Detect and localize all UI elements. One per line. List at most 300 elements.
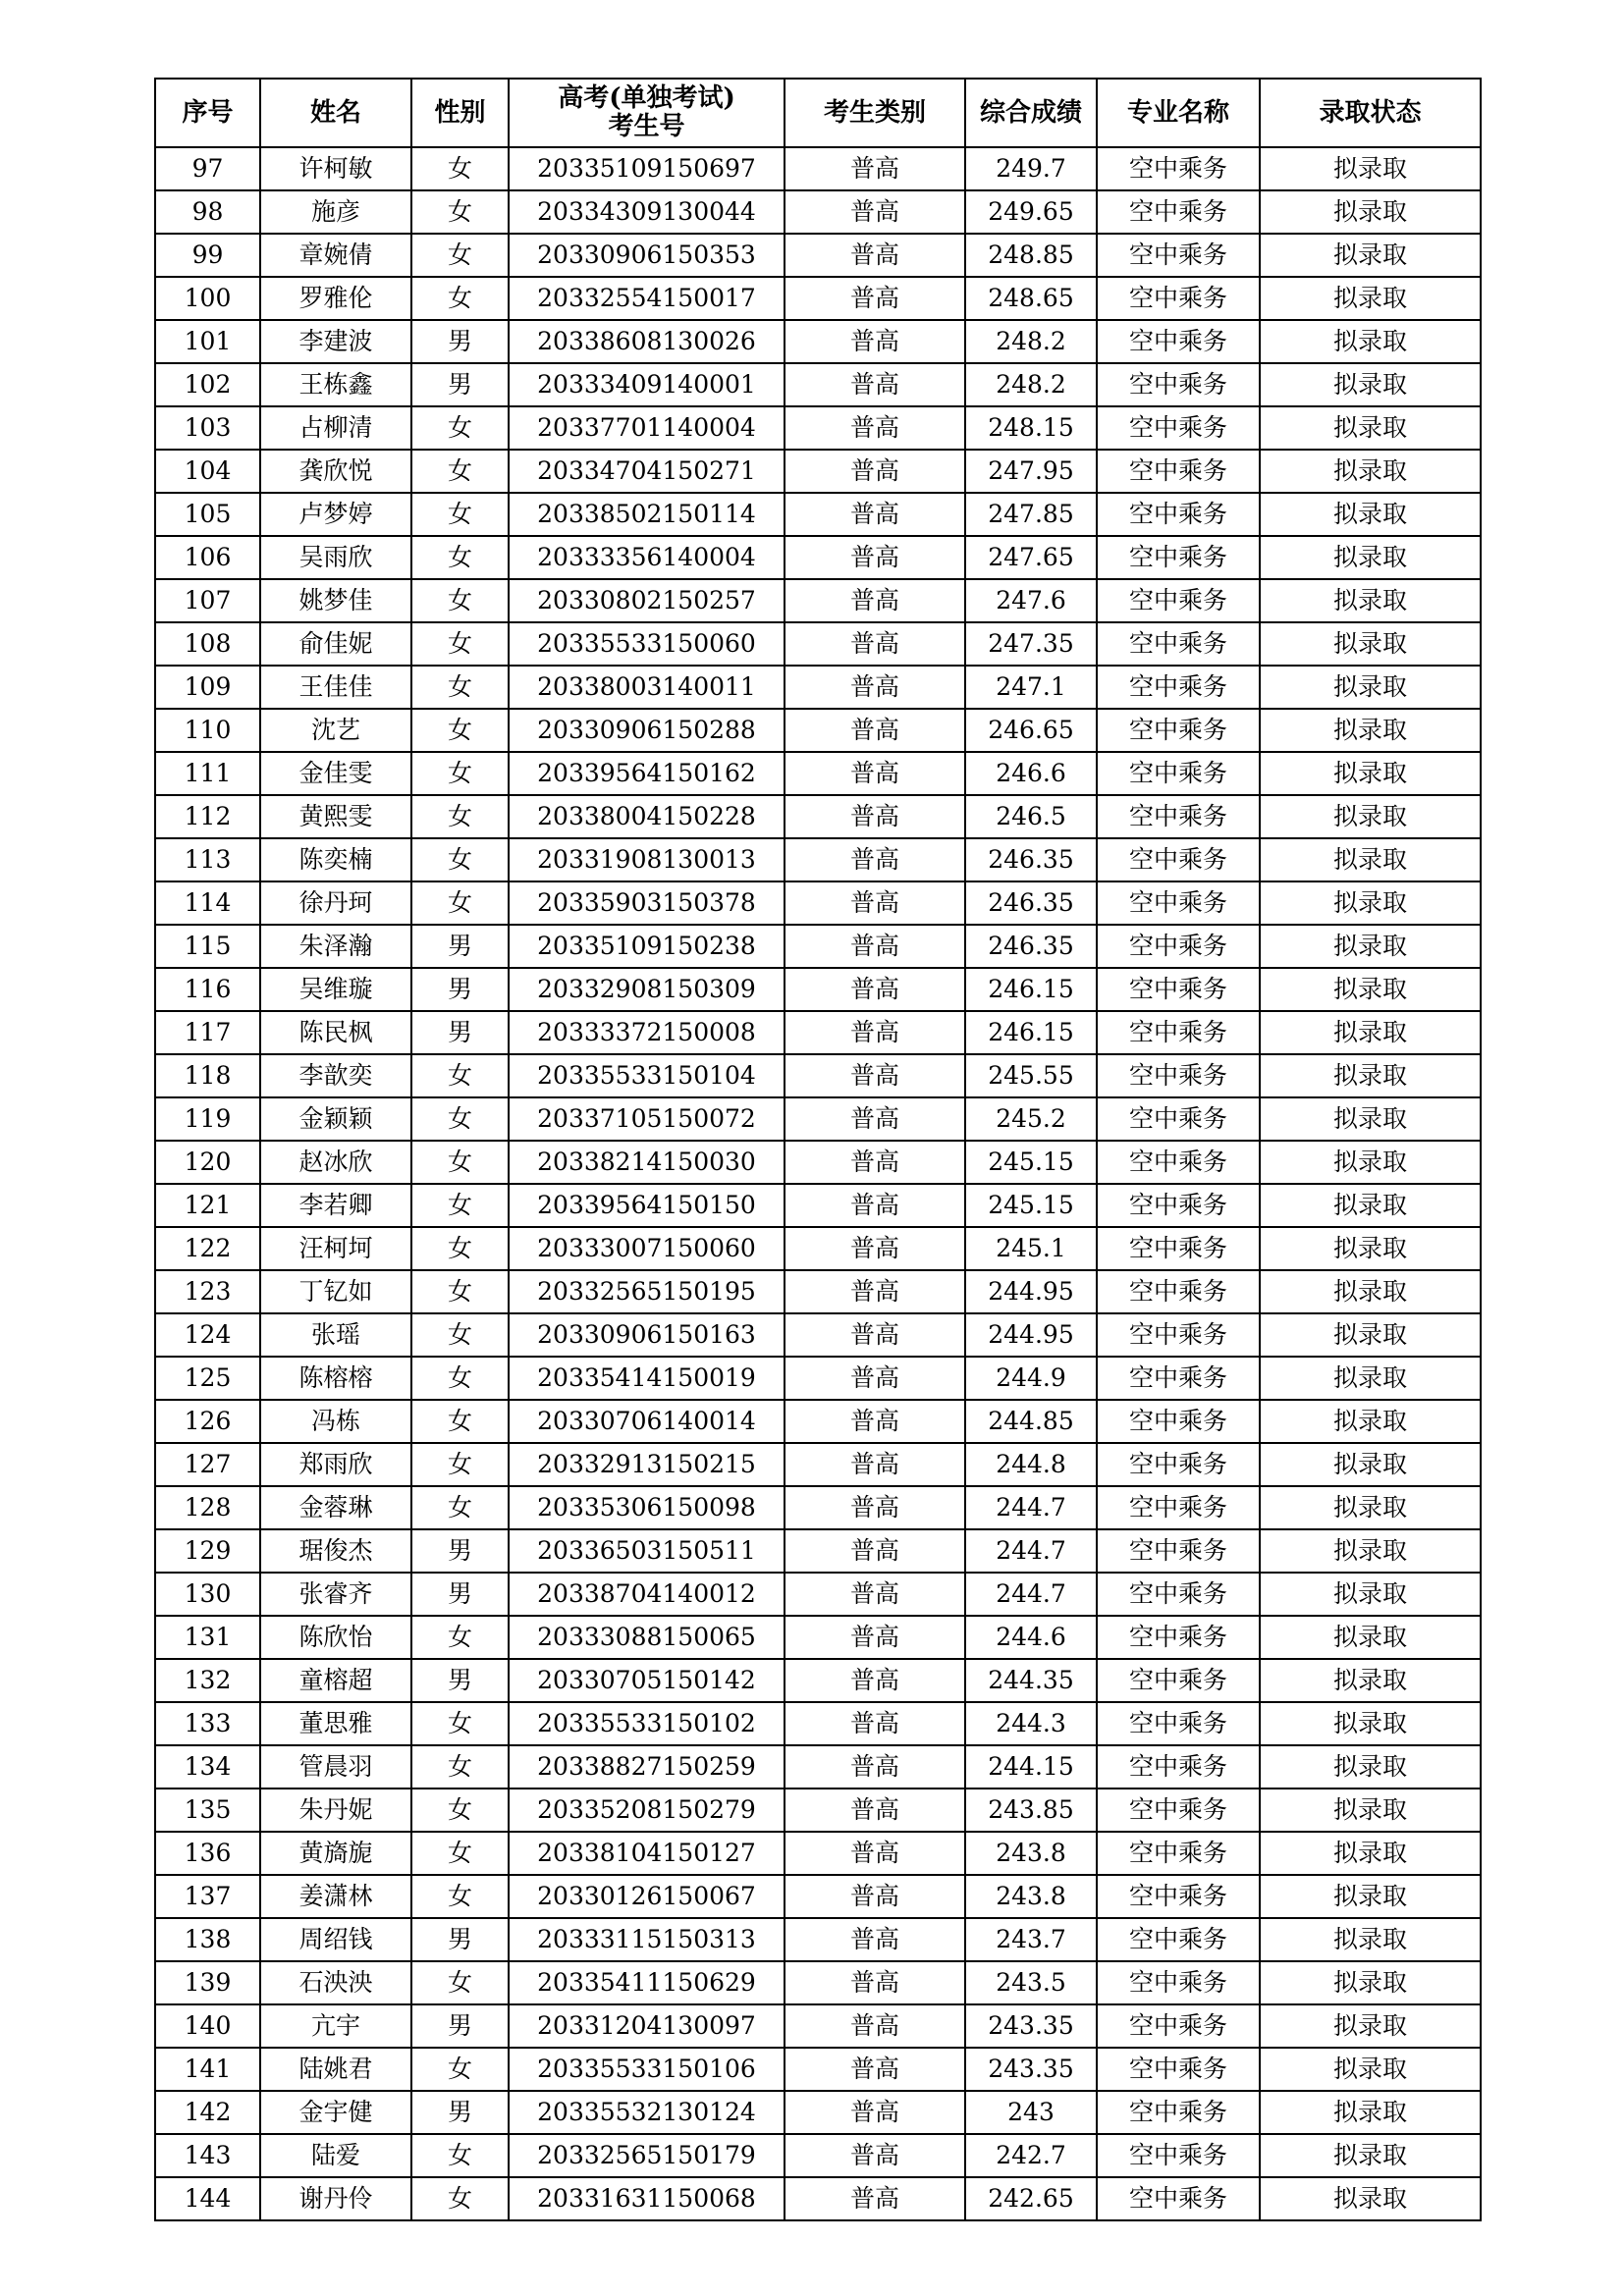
cell-seq: 115 [155,925,260,968]
cell-score: 243.35 [965,2048,1097,2091]
cell-name: 陆姚君 [260,2048,411,2091]
cell-name: 李若卿 [260,1184,411,1227]
cell-name: 石泱泱 [260,1961,411,2004]
header-row [155,79,1481,147]
cell-gender: 女 [411,277,509,320]
cell-name: 许柯敏 [260,147,411,190]
cell-name: 金颖颖 [260,1097,411,1141]
cell-gender: 女 [411,147,509,190]
cell-score: 242.65 [965,2177,1097,2220]
cell-major: 空中乘务 [1097,2091,1260,2134]
cell-name: 丁钇如 [260,1270,411,1313]
cell-major: 空中乘务 [1097,1616,1260,1659]
cell-gender: 女 [411,1616,509,1659]
cell-category: 普高 [785,2091,965,2134]
cell-major: 空中乘务 [1097,234,1260,277]
cell-score: 244.15 [965,1745,1097,1789]
cell-seq: 112 [155,795,260,838]
cell-name: 金蓉琳 [260,1486,411,1529]
cell-gender: 女 [411,450,509,493]
cell-major: 空中乘务 [1097,320,1260,363]
cell-gender: 男 [411,968,509,1011]
cell-name: 章婉倩 [260,234,411,277]
cell-category: 普高 [785,1745,965,1789]
table-row [155,536,1481,579]
cell-exam-id: 20338827150259 [509,1745,785,1789]
cell-name: 赵冰欣 [260,1141,411,1184]
cell-name: 冯栋 [260,1400,411,1443]
cell-status: 拟录取 [1260,406,1481,450]
table-row [155,925,1481,968]
cell-major: 空中乘务 [1097,1011,1260,1054]
cell-exam-id: 20330705150142 [509,1659,785,1702]
cell-status: 拟录取 [1260,363,1481,406]
cell-exam-id: 20330706140014 [509,1400,785,1443]
cell-score: 243 [965,2091,1097,2134]
cell-exam-id: 20335903150378 [509,881,785,925]
cell-status: 拟录取 [1260,2048,1481,2091]
cell-name: 董思雅 [260,1702,411,1745]
cell-major: 空中乘务 [1097,2177,1260,2220]
table-row [155,2004,1481,2048]
cell-seq: 116 [155,968,260,1011]
cell-seq: 105 [155,493,260,536]
cell-gender: 女 [411,1097,509,1141]
cell-name: 琚俊杰 [260,1529,411,1573]
table-row [155,2177,1481,2220]
cell-name: 陈民枫 [260,1011,411,1054]
cell-category: 普高 [785,1141,965,1184]
cell-exam-id: 20330906150353 [509,234,785,277]
cell-status: 拟录取 [1260,1616,1481,1659]
cell-score: 244.85 [965,1400,1097,1443]
cell-exam-id: 20332554150017 [509,277,785,320]
cell-score: 248.15 [965,406,1097,450]
cell-seq: 101 [155,320,260,363]
cell-name: 俞佳妮 [260,622,411,666]
cell-seq: 126 [155,1400,260,1443]
cell-major: 空中乘务 [1097,450,1260,493]
cell-category: 普高 [785,666,965,709]
cell-status: 拟录取 [1260,190,1481,234]
cell-seq: 119 [155,1097,260,1141]
cell-seq: 142 [155,2091,260,2134]
cell-exam-id: 20336503150511 [509,1529,785,1573]
cell-gender: 女 [411,1184,509,1227]
cell-major: 空中乘务 [1097,1918,1260,1961]
cell-name: 陈奕楠 [260,838,411,881]
cell-seq: 139 [155,1961,260,2004]
table-row [155,277,1481,320]
cell-category: 普高 [785,1961,965,2004]
cell-category: 普高 [785,1443,965,1486]
cell-score: 243.8 [965,1832,1097,1875]
cell-score: 244.7 [965,1486,1097,1529]
cell-major: 空中乘务 [1097,579,1260,622]
cell-name: 童榕超 [260,1659,411,1702]
cell-name: 黄旖旎 [260,1832,411,1875]
cell-major: 空中乘务 [1097,1357,1260,1400]
cell-name: 陈榕榕 [260,1357,411,1400]
cell-score: 244.95 [965,1270,1097,1313]
cell-score: 245.15 [965,1184,1097,1227]
cell-exam-id: 20335533150104 [509,1054,785,1097]
cell-gender: 女 [411,579,509,622]
cell-category: 普高 [785,968,965,1011]
cell-gender: 女 [411,1357,509,1400]
cell-status: 拟录取 [1260,234,1481,277]
cell-seq: 107 [155,579,260,622]
cell-exam-id: 20337701140004 [509,406,785,450]
table-header [155,79,1481,147]
cell-gender: 女 [411,709,509,752]
cell-major: 空中乘务 [1097,493,1260,536]
cell-name: 汪柯坷 [260,1227,411,1270]
table-row [155,1270,1481,1313]
cell-major: 空中乘务 [1097,1313,1260,1357]
cell-score: 246.35 [965,881,1097,925]
cell-exam-id: 20335109150238 [509,925,785,968]
cell-status: 拟录取 [1260,795,1481,838]
cell-category: 普高 [785,795,965,838]
cell-gender: 男 [411,1011,509,1054]
cell-gender: 女 [411,1702,509,1745]
cell-exam-id: 20334704150271 [509,450,785,493]
cell-gender: 女 [411,752,509,795]
cell-name: 陆爱 [260,2134,411,2177]
table-row [155,1313,1481,1357]
cell-score: 246.65 [965,709,1097,752]
cell-category: 普高 [785,2004,965,2048]
cell-seq: 113 [155,838,260,881]
table-row [155,147,1481,190]
cell-major: 空中乘务 [1097,1054,1260,1097]
cell-score: 244.9 [965,1357,1097,1400]
table-row [155,1702,1481,1745]
cell-status: 拟录取 [1260,1573,1481,1616]
cell-gender: 男 [411,1918,509,1961]
header-major: 专业名称 [1097,79,1260,147]
cell-status: 拟录取 [1260,1529,1481,1573]
cell-category: 普高 [785,2134,965,2177]
cell-status: 拟录取 [1260,2134,1481,2177]
cell-name: 周绍钱 [260,1918,411,1961]
cell-seq: 120 [155,1141,260,1184]
cell-seq: 114 [155,881,260,925]
cell-major: 空中乘务 [1097,925,1260,968]
cell-score: 245.1 [965,1227,1097,1270]
cell-name: 黄熙雯 [260,795,411,838]
cell-seq: 137 [155,1875,260,1918]
cell-major: 空中乘务 [1097,1486,1260,1529]
table-body [155,147,1481,2220]
cell-score: 246.15 [965,968,1097,1011]
cell-gender: 女 [411,1141,509,1184]
table-row [155,838,1481,881]
cell-score: 247.6 [965,579,1097,622]
cell-exam-id: 20337105150072 [509,1097,785,1141]
cell-status: 拟录取 [1260,1141,1481,1184]
cell-status: 拟录取 [1260,1097,1481,1141]
cell-category: 普高 [785,752,965,795]
cell-category: 普高 [785,1270,965,1313]
cell-exam-id: 20335411150629 [509,1961,785,2004]
cell-gender: 女 [411,2177,509,2220]
cell-seq: 140 [155,2004,260,2048]
table-row [155,234,1481,277]
cell-status: 拟录取 [1260,1918,1481,1961]
cell-gender: 女 [411,493,509,536]
cell-gender: 男 [411,2004,509,2048]
cell-status: 拟录取 [1260,1011,1481,1054]
cell-status: 拟录取 [1260,838,1481,881]
cell-status: 拟录取 [1260,1400,1481,1443]
table-row [155,1573,1481,1616]
cell-exam-id: 20330126150067 [509,1875,785,1918]
cell-gender: 男 [411,2091,509,2134]
cell-exam-id: 20331631150068 [509,2177,785,2220]
cell-seq: 133 [155,1702,260,1745]
cell-exam-id: 20339564150162 [509,752,785,795]
cell-major: 空中乘务 [1097,1529,1260,1573]
cell-exam-id: 20335533150106 [509,2048,785,2091]
cell-seq: 129 [155,1529,260,1573]
table-row [155,450,1481,493]
cell-exam-id: 20338003140011 [509,666,785,709]
cell-status: 拟录取 [1260,1270,1481,1313]
cell-category: 普高 [785,1616,965,1659]
cell-major: 空中乘务 [1097,1573,1260,1616]
cell-seq: 141 [155,2048,260,2091]
cell-category: 普高 [785,277,965,320]
cell-name: 沈艺 [260,709,411,752]
table-row [155,1357,1481,1400]
cell-seq: 103 [155,406,260,450]
cell-exam-id: 20335306150098 [509,1486,785,1529]
cell-gender: 女 [411,1745,509,1789]
cell-gender: 女 [411,1400,509,1443]
cell-score: 246.15 [965,1011,1097,1054]
cell-score: 244.7 [965,1573,1097,1616]
cell-name: 王栋鑫 [260,363,411,406]
cell-major: 空中乘务 [1097,2048,1260,2091]
cell-name: 李建波 [260,320,411,363]
cell-major: 空中乘务 [1097,709,1260,752]
cell-score: 247.85 [965,493,1097,536]
cell-score: 244.6 [965,1616,1097,1659]
cell-gender: 女 [411,2134,509,2177]
cell-major: 空中乘务 [1097,1659,1260,1702]
cell-category: 普高 [785,190,965,234]
header-seq: 序号 [155,79,260,147]
cell-major: 空中乘务 [1097,406,1260,450]
cell-status: 拟录取 [1260,881,1481,925]
cell-status: 拟录取 [1260,1745,1481,1789]
table-row [155,1616,1481,1659]
cell-exam-id: 20333356140004 [509,536,785,579]
table-row [155,1529,1481,1573]
table-row [155,666,1481,709]
table-row [155,795,1481,838]
cell-category: 普高 [785,147,965,190]
cell-status: 拟录取 [1260,1227,1481,1270]
cell-gender: 男 [411,363,509,406]
cell-category: 普高 [785,234,965,277]
table-row [155,1875,1481,1918]
cell-category: 普高 [785,450,965,493]
header-category: 考生类别 [785,79,965,147]
cell-seq: 124 [155,1313,260,1357]
cell-gender: 男 [411,1659,509,1702]
cell-status: 拟录取 [1260,1875,1481,1918]
cell-category: 普高 [785,1184,965,1227]
cell-major: 空中乘务 [1097,363,1260,406]
cell-category: 普高 [785,709,965,752]
cell-name: 卢梦婷 [260,493,411,536]
cell-seq: 108 [155,622,260,666]
table-row [155,968,1481,1011]
cell-exam-id: 20332913150215 [509,1443,785,1486]
cell-gender: 女 [411,2048,509,2091]
cell-exam-id: 20338004150228 [509,795,785,838]
cell-seq: 97 [155,147,260,190]
cell-exam-id: 20335208150279 [509,1789,785,1832]
cell-gender: 女 [411,1443,509,1486]
table-row [155,1659,1481,1702]
cell-status: 拟录取 [1260,1486,1481,1529]
cell-major: 空中乘务 [1097,1141,1260,1184]
table-row [155,1961,1481,2004]
table-row [155,1184,1481,1227]
cell-score: 244.35 [965,1659,1097,1702]
cell-seq: 123 [155,1270,260,1313]
cell-status: 拟录取 [1260,2091,1481,2134]
cell-status: 拟录取 [1260,493,1481,536]
cell-score: 248.65 [965,277,1097,320]
cell-exam-id: 20338704140012 [509,1573,785,1616]
cell-score: 248.85 [965,234,1097,277]
cell-seq: 134 [155,1745,260,1789]
table-row [155,1443,1481,1486]
cell-score: 243.35 [965,2004,1097,2048]
cell-major: 空中乘务 [1097,1961,1260,2004]
cell-gender: 女 [411,1789,509,1832]
cell-status: 拟录取 [1260,1702,1481,1745]
table-row [155,1141,1481,1184]
cell-gender: 女 [411,1875,509,1918]
table-row [155,1745,1481,1789]
cell-name: 朱丹妮 [260,1789,411,1832]
cell-category: 普高 [785,493,965,536]
cell-exam-id: 20330906150163 [509,1313,785,1357]
table-row [155,1097,1481,1141]
cell-seq: 135 [155,1789,260,1832]
table-row [155,1227,1481,1270]
cell-exam-id: 20334309130044 [509,190,785,234]
cell-exam-id: 20335109150697 [509,147,785,190]
cell-major: 空中乘务 [1097,1745,1260,1789]
cell-score: 244.95 [965,1313,1097,1357]
cell-status: 拟录取 [1260,622,1481,666]
cell-exam-id: 20333115150313 [509,1918,785,1961]
cell-category: 普高 [785,838,965,881]
table-row [155,2048,1481,2091]
cell-score: 246.5 [965,795,1097,838]
cell-major: 空中乘务 [1097,536,1260,579]
cell-category: 普高 [785,1659,965,1702]
cell-status: 拟录取 [1260,277,1481,320]
cell-major: 空中乘务 [1097,666,1260,709]
cell-status: 拟录取 [1260,320,1481,363]
cell-category: 普高 [785,536,965,579]
cell-major: 空中乘务 [1097,795,1260,838]
cell-name: 谢丹伶 [260,2177,411,2220]
cell-major: 空中乘务 [1097,147,1260,190]
cell-seq: 117 [155,1011,260,1054]
cell-seq: 99 [155,234,260,277]
cell-seq: 132 [155,1659,260,1702]
cell-score: 244.3 [965,1702,1097,1745]
table-row [155,363,1481,406]
cell-major: 空中乘务 [1097,277,1260,320]
cell-name: 亢宇 [260,2004,411,2048]
cell-status: 拟录取 [1260,1357,1481,1400]
cell-major: 空中乘务 [1097,1832,1260,1875]
cell-gender: 女 [411,536,509,579]
cell-score: 243.8 [965,1875,1097,1918]
cell-gender: 男 [411,1573,509,1616]
cell-name: 金佳雯 [260,752,411,795]
cell-gender: 女 [411,190,509,234]
cell-seq: 131 [155,1616,260,1659]
cell-category: 普高 [785,363,965,406]
cell-seq: 104 [155,450,260,493]
cell-status: 拟录取 [1260,752,1481,795]
cell-major: 空中乘务 [1097,1227,1260,1270]
cell-gender: 女 [411,234,509,277]
cell-exam-id: 20335532130124 [509,2091,785,2134]
cell-exam-id: 20338502150114 [509,493,785,536]
cell-score: 246.6 [965,752,1097,795]
cell-major: 空中乘务 [1097,968,1260,1011]
cell-status: 拟录取 [1260,1789,1481,1832]
cell-exam-id: 20339564150150 [509,1184,785,1227]
table-row [155,1400,1481,1443]
cell-exam-id: 20332565150195 [509,1270,785,1313]
cell-category: 普高 [785,2177,965,2220]
table-row [155,709,1481,752]
cell-exam-id: 20338214150030 [509,1141,785,1184]
cell-gender: 男 [411,1529,509,1573]
cell-status: 拟录取 [1260,666,1481,709]
cell-gender: 女 [411,1313,509,1357]
table-row [155,2091,1481,2134]
cell-category: 普高 [785,1054,965,1097]
cell-name: 管晨羽 [260,1745,411,1789]
header-name: 姓名 [260,79,411,147]
table-row [155,1486,1481,1529]
cell-category: 普高 [785,1875,965,1918]
table-row [155,190,1481,234]
cell-exam-id: 20333088150065 [509,1616,785,1659]
table-row [155,1011,1481,1054]
cell-category: 普高 [785,1702,965,1745]
cell-major: 空中乘务 [1097,1270,1260,1313]
cell-name: 徐丹珂 [260,881,411,925]
cell-score: 247.1 [965,666,1097,709]
cell-category: 普高 [785,1529,965,1573]
cell-status: 拟录取 [1260,1659,1481,1702]
